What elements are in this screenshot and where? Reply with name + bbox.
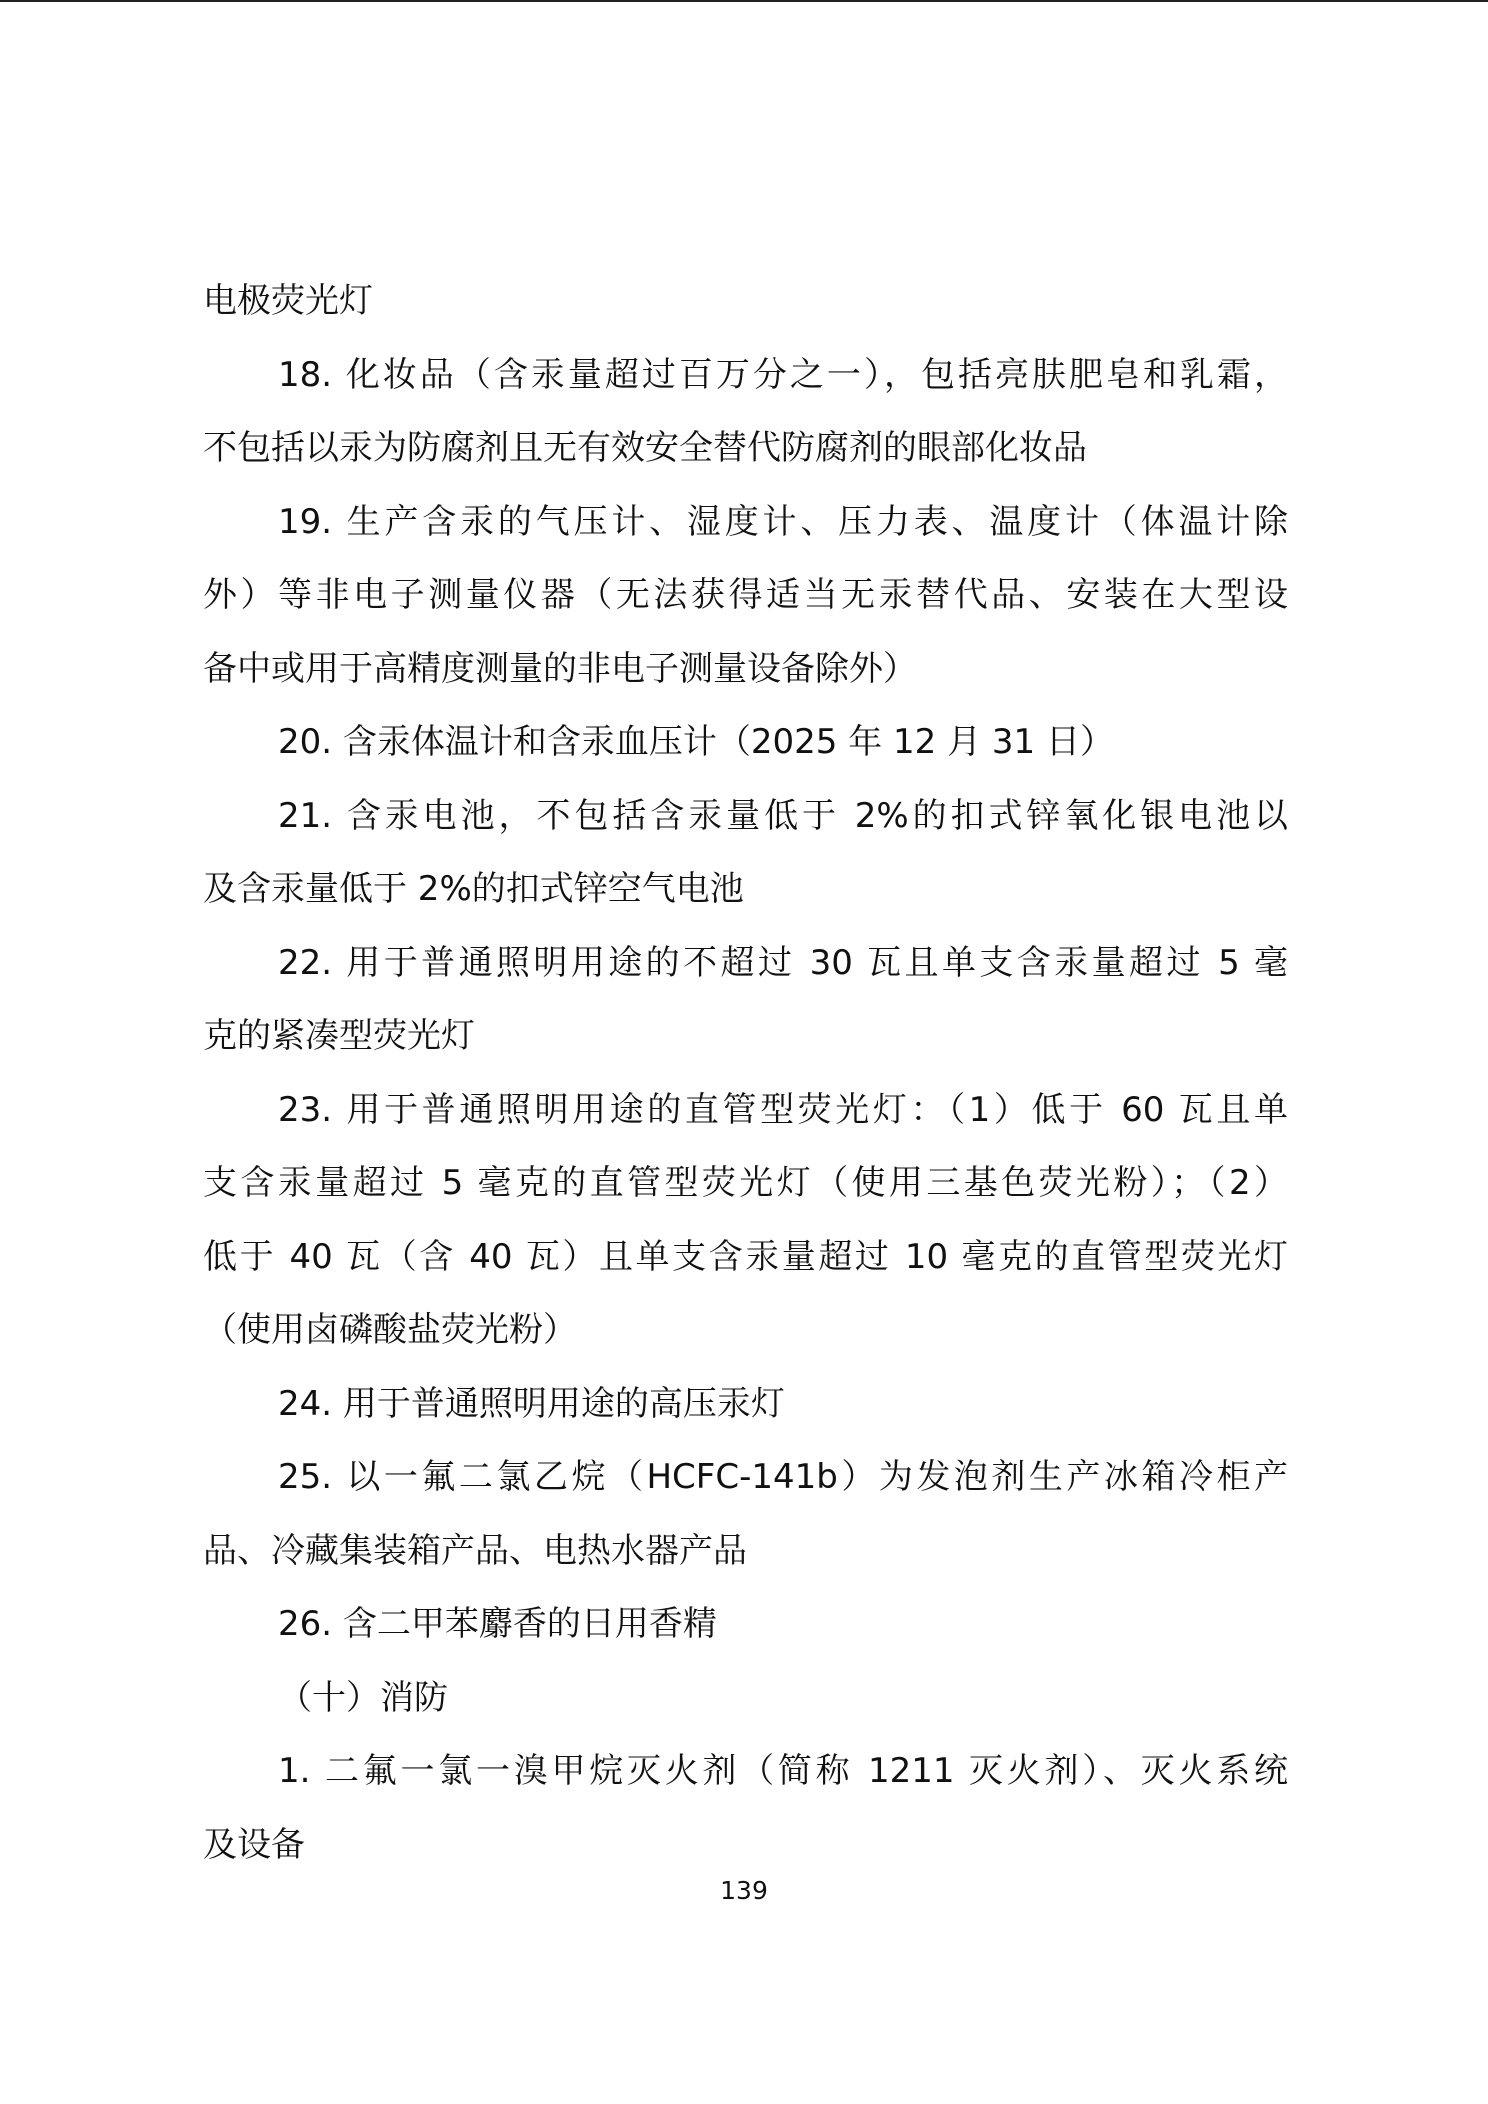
- text-line: （使用卤磷酸盐荧光粉）: [203, 1310, 577, 1350]
- page-number: 139: [720, 1876, 768, 1905]
- text-line: 26. 含二甲苯麝香的日用香精: [278, 1604, 717, 1644]
- text-line: 支含汞量超过 5 毫克的直管型荧光灯（使用三基色荧光粉）；（2）: [203, 1163, 1288, 1203]
- text-line: 电极荧光灯: [203, 281, 373, 321]
- text-line: 备中或用于高精度测量的非电子测量设备除外）: [203, 648, 917, 689]
- text-line: 1. 二氟一氯一溴甲烷灭火剂（简称 1211 灭火剂）、灭火系统: [278, 1751, 1288, 1791]
- text-line: 21. 含汞电池，不包括含汞量低于 2%的扣式锌氧化银电池以: [278, 795, 1288, 836]
- document-body: [203, 265, 1288, 1882]
- text-line: （十）消防: [278, 1677, 448, 1718]
- text-line: 22. 用于普通照明用途的不超过 30 瓦且单支含汞量超过 5 毫: [278, 942, 1288, 983]
- text-line: 19. 生产含汞的气压计、湿度计、压力表、温度计（体温计除: [278, 501, 1288, 542]
- text-line: 克的紧凑型荧光灯: [203, 1016, 475, 1056]
- text-line: 18. 化妆品（含汞量超过百万分之一），包括亮肤肥皂和乳霜，: [278, 354, 1288, 395]
- text-line: 24. 用于普通照明用途的高压汞灯: [278, 1383, 785, 1424]
- text-line: 25. 以一氟二氯乙烷（HCFC-141b）为发泡剂生产冰箱冷柜产: [278, 1457, 1288, 1497]
- text-line: 23. 用于普通照明用途的直管型荧光灯：（1）低于 60 瓦且单: [278, 1089, 1288, 1130]
- text-line: 品、冷藏集装箱产品、电热水器产品: [203, 1530, 747, 1571]
- top-border-line: [0, 0, 1488, 2]
- text-line: 低于 40 瓦（含 40 瓦）且单支含汞量超过 10 毫克的直管型荧光灯: [203, 1236, 1288, 1277]
- text-line: 及设备: [203, 1824, 305, 1865]
- text-line: 不包括以汞为防腐剂且无有效安全替代防腐剂的眼部化妆品: [203, 428, 1087, 468]
- text-line: 20. 含汞体温计和含汞血压计（2025 年 12 月 31 日）: [278, 722, 1114, 762]
- text-line: 及含汞量低于 2%的扣式锌空气电池: [203, 869, 744, 909]
- text-line: 外）等非电子测量仪器（无法获得适当无汞替代品、安装在大型设: [203, 575, 1288, 615]
